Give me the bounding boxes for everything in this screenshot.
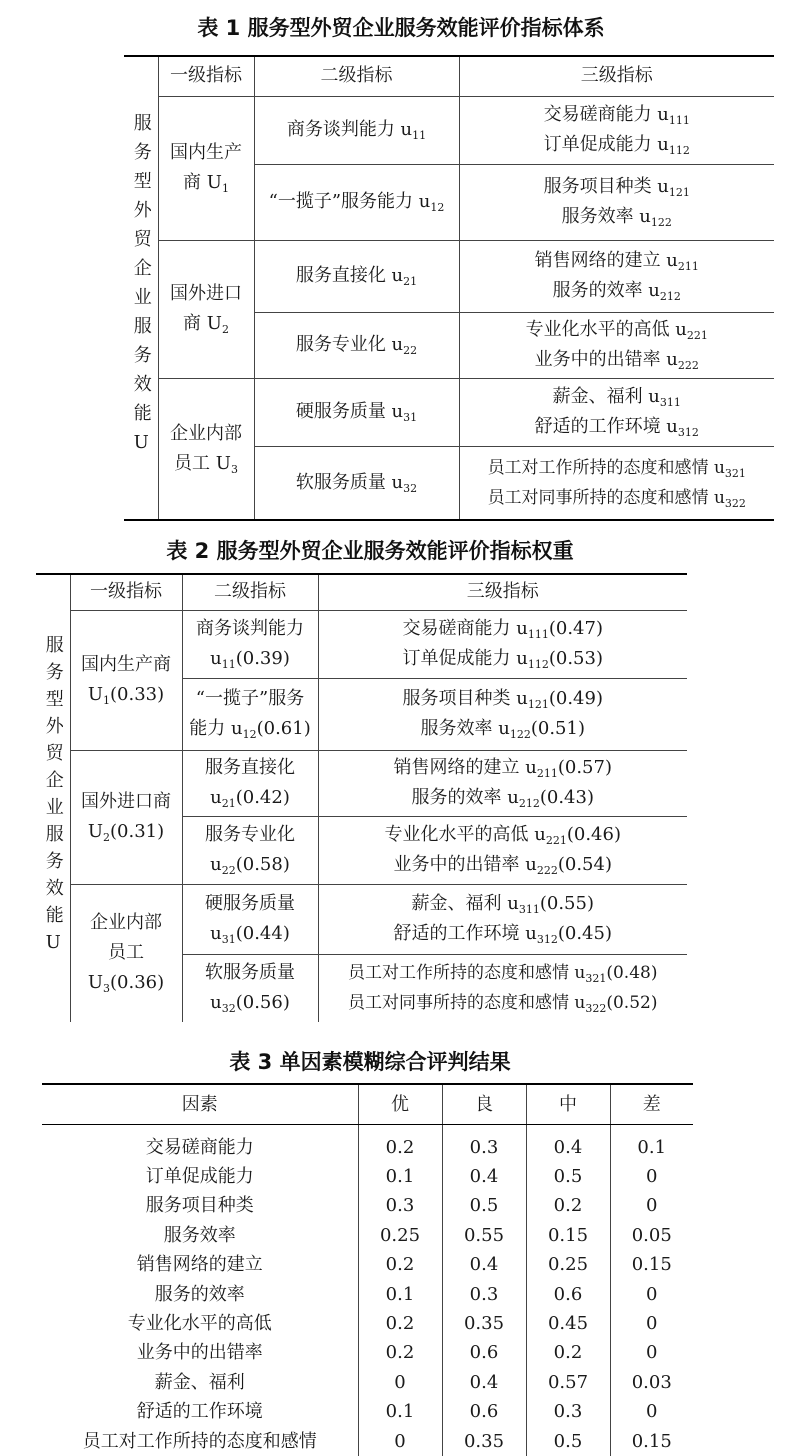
table1-level2-cell: 服务直接化 $u_{21}$	[254, 240, 459, 312]
table2-level3-cell: 服务项目种类 $u_{121}(0.49)$ 服务效率 $u_{122}(0.51)$	[318, 678, 687, 750]
table3-header-row	[42, 1084, 693, 1124]
table2-level3-cell: 专业化水平的高低 $u_{221}(0.46)$ 业务中的出错率 $u_{222}(0.54)$	[318, 816, 687, 884]
table1-level1-cell: 国内生产 商 $U_1$	[158, 96, 254, 240]
table1-level2-cell: 商务谈判能力 $u_{11}$	[254, 96, 459, 164]
table-row	[42, 1124, 693, 1162]
table2-level1-cell: 国外进口商 $U_2(0.31)$	[70, 750, 182, 884]
table3-body	[42, 1124, 693, 1456]
table-row	[42, 1162, 693, 1191]
grade-cell: 0.1	[358, 1280, 442, 1309]
table2-level3-cell: 薪金、福利 $u_{311}(0.55)$ 舒适的工作环境 $u_{312}(0.45)$	[318, 884, 687, 954]
grade-cell: 0.35	[442, 1427, 526, 1456]
table1-level2-cell: “一揽子”服务能力 $u_{12}$	[254, 164, 459, 240]
factor-cell: 订单促成能力	[145, 1166, 254, 1187]
table1-header-level1: 一级指标	[158, 56, 254, 96]
table2-level1-cell: 国内生产商 $U_1(0.33)$	[70, 610, 182, 750]
grade-cell: 0.3	[442, 1124, 526, 1162]
table2-header-level2: 二级指标	[182, 574, 318, 610]
table2-level2-cell: “一揽子”服务 能力 $u_{12}(0.61)$	[182, 678, 318, 750]
factor-cell: 业务中的出错率	[136, 1342, 263, 1364]
table2-header-level1: 一级指标	[70, 574, 182, 610]
grade-cell: 0.1	[358, 1397, 442, 1426]
table-row	[42, 1280, 693, 1309]
table1-header-level2: 二级指标	[254, 56, 459, 96]
table3-caption: 表 3 单因素模糊综合评判结果	[229, 1050, 511, 1074]
grade-cell: 0	[610, 1397, 693, 1426]
grade-cell: 0.2	[358, 1338, 442, 1367]
grade-cell: 0.35	[442, 1309, 526, 1338]
grade-cell: 0	[358, 1427, 442, 1456]
table2-level2-cell: 硬服务质量 $u_{31}(0.44)$	[182, 884, 318, 954]
grade-cell: 0.55	[442, 1221, 526, 1250]
table1-level3-cell: 服务项目种类 $u_{121}$ 服务效率 $u_{122}$	[459, 164, 774, 240]
table1-level1-cell: 企业内部 员工 $U_3$	[158, 378, 254, 520]
grade-cell: 0.05	[610, 1221, 693, 1250]
grade-cell: 0.2	[526, 1338, 610, 1367]
grade-cell: 0.3	[442, 1280, 526, 1309]
grade-cell: 0	[610, 1309, 693, 1338]
table2	[36, 573, 687, 1022]
table1-level3-cell: 专业化水平的高低 $u_{221}$ 业务中的出错率 $u_{222}$	[459, 312, 774, 378]
grade-cell: 0.2	[358, 1309, 442, 1338]
grade-cell: 0.6	[442, 1338, 526, 1367]
factor-cell: 服务效率	[163, 1224, 236, 1246]
factor-cell: 员工对工作所持的态度和感情	[82, 1430, 317, 1452]
grade-cell: 0.5	[526, 1162, 610, 1191]
table3-header-poor: 差	[610, 1084, 693, 1124]
table2-level2-cell: 软服务质量 $u_{32}(0.56)$	[182, 954, 318, 1022]
table2-caption: 表 2 服务型外贸企业服务效能评价指标权重	[166, 539, 574, 563]
table2-level3-cell: 交易磋商能力 $u_{111}(0.47)$ 订单促成能力 $u_{112}(0.53)$	[318, 610, 687, 678]
table1-level3-cell: 销售网络的建立 $u_{211}$ 服务的效率 $u_{212}$	[459, 240, 774, 312]
grade-cell: 0.03	[610, 1368, 693, 1397]
grade-cell: 0.1	[358, 1162, 442, 1191]
table-row	[42, 1191, 693, 1220]
grade-cell: 0.4	[526, 1124, 610, 1162]
grade-cell: 0.25	[358, 1221, 442, 1250]
table2-level2-cell: 服务专业化 $u_{22}(0.58)$	[182, 816, 318, 884]
factor-cell: 服务的效率	[154, 1283, 245, 1305]
table1-level2-cell: 服务专业化 $u_{22}$	[254, 312, 459, 378]
grade-cell: 0.2	[358, 1124, 442, 1162]
table1-level3-cell: 员工对工作所持的态度和感情 $u_{321}$ 员工对同事所持的态度和感情 $u_{322}$	[459, 446, 774, 520]
factor-cell: 薪金、福利	[154, 1371, 245, 1393]
grade-cell: 0.15	[526, 1221, 610, 1250]
grade-cell: 0.6	[526, 1280, 610, 1309]
grade-cell: 0	[610, 1162, 693, 1191]
grade-cell: 0.5	[442, 1191, 526, 1220]
table2-level2-cell: 服务直接化 $u_{21}(0.42)$	[182, 750, 318, 816]
table2-level3-cell: 销售网络的建立 $u_{211}(0.57)$ 服务的效率 $u_{212}(0.43)$	[318, 750, 687, 816]
grade-cell: 0.6	[442, 1397, 526, 1426]
table3-header-excellent: 优	[358, 1084, 442, 1124]
grade-cell: 0.3	[526, 1397, 610, 1426]
grade-cell: 0.57	[526, 1368, 610, 1397]
table-row	[42, 1427, 693, 1456]
factor-cell: 服务项目种类	[145, 1195, 254, 1217]
table3-header-good: 良	[442, 1084, 526, 1124]
table-row	[42, 1309, 693, 1338]
factor-cell: 交易磋商能力	[145, 1136, 254, 1158]
grade-cell: 0.4	[442, 1250, 526, 1279]
grade-cell: 0.4	[442, 1162, 526, 1191]
grade-cell: 0.45	[526, 1309, 610, 1338]
table3-header-medium: 中	[526, 1084, 610, 1124]
grade-cell: 0.5	[526, 1427, 610, 1456]
grade-cell: 0.25	[526, 1250, 610, 1279]
table-row	[42, 1397, 693, 1426]
grade-cell: 0	[358, 1368, 442, 1397]
grade-cell: 0.4	[442, 1368, 526, 1397]
grade-cell: 0	[610, 1191, 693, 1220]
table1-level3-cell: 薪金、福利 $u_{311}$ 舒适的工作环境 $u_{312}$	[459, 378, 774, 446]
table1-level3-cell: 交易磋商能力 $u_{111}$ 订单促成能力 $u_{112}$	[459, 96, 774, 164]
table2-root-label: 服务型外贸企业服务效能U	[36, 574, 70, 1022]
table1-level1-cell: 国外进口 商 $U_2$	[158, 240, 254, 378]
grade-cell: 0	[610, 1280, 693, 1309]
table-row	[42, 1368, 693, 1397]
table2-level1-cell: 企业内部 员工 $U_3(0.36)$	[70, 884, 182, 1022]
table-row	[42, 1221, 693, 1250]
table1-header-level3: 三级指标	[459, 56, 774, 96]
grade-cell: 0.15	[610, 1427, 693, 1456]
table1-caption: 表 1 服务型外贸企业服务效能评价指标体系	[197, 16, 605, 40]
table-row	[42, 1250, 693, 1279]
factor-cell: 销售网络的建立	[136, 1254, 263, 1276]
table3-header-factor: 因素	[42, 1084, 358, 1124]
factor-cell: 专业化水平的高低	[127, 1313, 272, 1335]
grade-cell: 0.2	[526, 1191, 610, 1220]
table1-level2-cell: 硬服务质量 $u_{31}$	[254, 378, 459, 446]
table1	[124, 55, 774, 521]
table1-root-label: 服务型外贸企业服务效能U	[124, 56, 158, 520]
table2-header-level3: 三级指标	[318, 574, 687, 610]
grade-cell: 0	[610, 1338, 693, 1367]
table2-level3-cell: 员工对工作所持的态度和感情 $u_{321}(0.48)$ 员工对同事所持的态度和感情 $u_{322}(0.52)$	[318, 954, 687, 1022]
table-row	[42, 1338, 693, 1367]
grade-cell: 0.3	[358, 1191, 442, 1220]
grade-cell: 0.1	[610, 1124, 693, 1162]
table3	[42, 1083, 693, 1456]
grade-cell: 0.15	[610, 1250, 693, 1279]
table2-level2-cell: 商务谈判能力 $u_{11}(0.39)$	[182, 610, 318, 678]
factor-cell: 舒适的工作环境	[136, 1401, 263, 1423]
table1-level2-cell: 软服务质量 $u_{32}$	[254, 446, 459, 520]
grade-cell: 0.2	[358, 1250, 442, 1279]
